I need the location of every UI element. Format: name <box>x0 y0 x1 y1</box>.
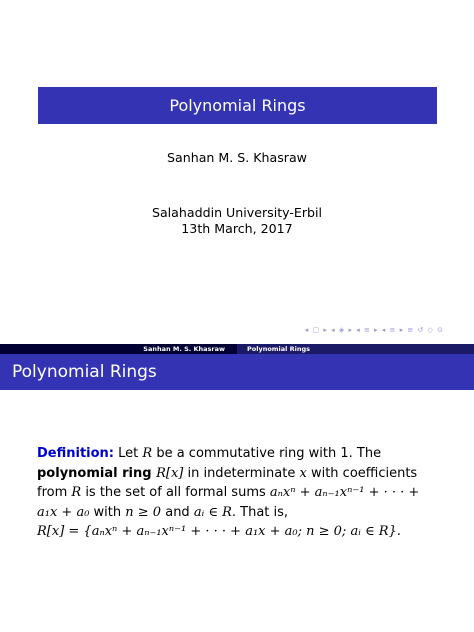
text-8: . That is, <box>231 504 289 520</box>
institution: Salahaddin University-Erbil <box>151 205 323 220</box>
math-R: R <box>142 446 153 461</box>
text-3: in indeterminate <box>183 465 300 481</box>
math-set: R[x] = {aₙxⁿ + aₙ₋₁xⁿ⁻¹ + · · · + a₁x + a₀; n ≥ 0; aᵢ ∈ R}. <box>37 524 401 539</box>
bold-term: polynomial ring <box>37 465 157 481</box>
text-2: be a commutative ring with 1. The <box>152 446 382 461</box>
math-x: x <box>299 465 307 481</box>
definition-label: Definition: <box>37 446 115 461</box>
navigation-icons[interactable]: ◂ ▢ ▸ ◂ ◈ ▸ ◂ ≡ ▸ ◂ ≡ ▸ ≡ ↺ ◇ ⊙ <box>304 326 444 334</box>
definition-slide <box>0 344 474 632</box>
math-n: n ≥ 0 <box>125 504 162 520</box>
headline-author: Sanhan M. S. Khasraw <box>0 344 237 354</box>
author-name: Sanhan M. S. Khasraw <box>167 150 307 165</box>
text-4: with coefficients from <box>37 465 418 500</box>
text-5: is the set of all formal sums <box>81 485 270 500</box>
math-sum: aₙxⁿ + aₙ₋₁xⁿ⁻¹ + · · · + a₁x + a₀ <box>37 485 420 520</box>
headline-bar <box>0 344 474 354</box>
headline-title: Polynomial Rings <box>237 344 474 354</box>
text-7: and <box>161 504 194 520</box>
definition-block <box>37 444 441 542</box>
text-1: Let <box>114 446 143 461</box>
math-ai: aᵢ ∈ R <box>193 504 232 520</box>
date: 13th March, 2017 <box>181 221 293 236</box>
math-Rx: R[x] <box>156 465 184 481</box>
math-R2: R <box>71 485 82 500</box>
text-6: with <box>89 504 126 520</box>
slide-title: Polynomial Rings <box>38 87 437 124</box>
frame-title: Polynomial Rings <box>0 354 474 390</box>
